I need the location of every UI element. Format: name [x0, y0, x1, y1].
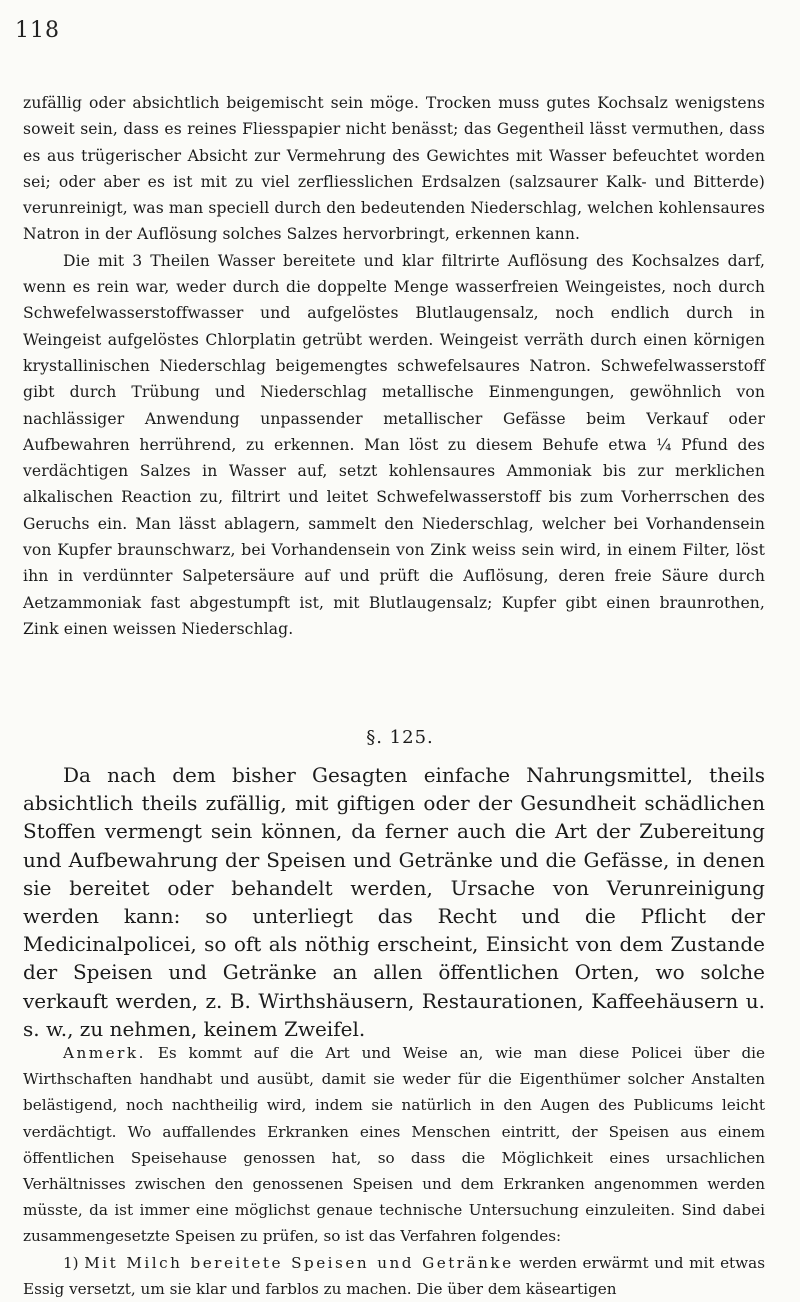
list-item: [23, 1250, 765, 1302]
section-heading: §. 125.: [366, 727, 434, 748]
note-paragraph: [23, 1040, 765, 1250]
page-number: 118: [15, 18, 60, 43]
list-item-number: 1): [63, 1253, 79, 1272]
note-text: Es kommt auf die Art und Weise an, wie man diese Policei über die Wirthschaften handhabt und ausübt, damit sie weder für die Eigenthümer solcher Anstalten belästigend, noch nachtheilig wird, indem sie natürlich in den Augen des Publicums leicht verdächtigt. Wo auffallendes Erkranken eines Menschen eintritt, der Speisen aus einem öffentlichen Speisehause genossen hat, so dass die Möglichkeit eines ursachlichen Verhältnisses zwischen den genossenen Speisen und dem Erkranken angenommen werden müsste, da ist immer eine möglichst genaue technische Untersuchung einzuleiten. Sind dabei zusammengesetzte Speisen zu prüfen, so ist das Verfahren folgendes:: [23, 1044, 766, 1246]
list-item-label: Mit Milch bereitete Speisen und Getränke: [84, 1253, 514, 1272]
paragraph-kochsalz-trocken: zufällig oder absichtlich beigemischt sein möge. Trocken muss gutes Kochsalz wenigstens soweit sein, dass es reines Fliesspapier nicht benässt; das Gegentheil lässt vermuthen, dass es aus trügerischer Absicht zur Vermehrung des Gewichtes mit Wasser befeuchtet worden sei; oder aber es ist mit zu viel zerfliesslichen Erdsalzen (salzsaurer Kalk- und Bitterde) verunreinigt, was man speciell durch den bedeutenden Niederschlag, welchen kohlensaures Natron in der Auflösung solches Salzes hervorbringt, erkennen kann.: [23, 94, 765, 244]
paragraph-kochsalz-aufloesung: Die mit 3 Theilen Wasser bereitete und klar filtrirte Auflösung des Kochsalzes darf, wenn es rein war, weder durch die doppelte Menge wasserfreien Weingeistes, noch durch Schwefelwasserstoffwasser und aufgelöstes Blutlaugensalz, noch endlich durch in Weingeist aufgelöstes Chlorplatin getrübt werden. Weingeist verräth durch einen körnigen krystallinischen Niederschlag beigemengtes schwefelsaures Natron. Schwefelwasserstoff gibt durch Trübung und Niederschlag metallische Einmengungen, gewöhnlich von nachlässiger Anwendung unpassender metallischer Gefässe beim Verkauf oder Aufbewahren herrührend, zu erkennen. Man löst zu diesem Behufe etwa ¼ Pfund des verdächtigen Salzes in Wasser auf, setzt kohlensaures Ammoniak bis zur merklichen alkalischen Reaction zu, filtrirt und leitet Schwefelwasserstoff bis zum Vorherrschen des Geruchs ein. Man lässt ablagern, sammelt den Niederschlag, welcher bei Vorhandensein von Kupfer braunschwarz, bei Vorhandensein von Zink weiss sein wird, in einem Filter, löst ihn in verdünnter Salpetersäure auf und prüft die Auflösung, deren freie Säure durch Aetzammoniak fast abgestumpft ist, mit Blutlaugensalz; Kupfer gibt einen braunrothen, Zink einen weissen Niederschlag.: [23, 251, 765, 638]
paragraph-section-125: Da nach dem bisher Gesagten einfache Nahrungsmittel, theils absichtlich theils zufällig, mit giftigen oder der Gesundheit schädlichen Stoffen vermengt sein können, da ferner auch die Art der Zubereitung und Aufbewahrung der Speisen und Getränke und die Gefässe, in denen sie bereitet oder behandelt werden, Ursache von Verunreinigung werden kann: so unterliegt das Recht und die Pflicht der Medicinalpolicei, so oft als nöthig erscheint, Einsicht von dem Zustande der Speisen und Getränke an allen öffentlichen Orten, wo solche verkauft werden, z. B. Wirthshäusern, Restaurationen, Kaffeehäusern u. s. w., zu nehmen, keinem Zweifel.: [23, 763, 765, 1041]
main-paragraph-block: [23, 761, 765, 1043]
upper-text-block: [23, 90, 765, 642]
list-item-text: werden erwärmt und mit etwas Essig versetzt, um sie klar und farblos zu machen. Die über dem käseartigen: [23, 1253, 766, 1298]
note-block: [23, 1040, 765, 1302]
note-label: Anmerk.: [63, 1044, 146, 1062]
